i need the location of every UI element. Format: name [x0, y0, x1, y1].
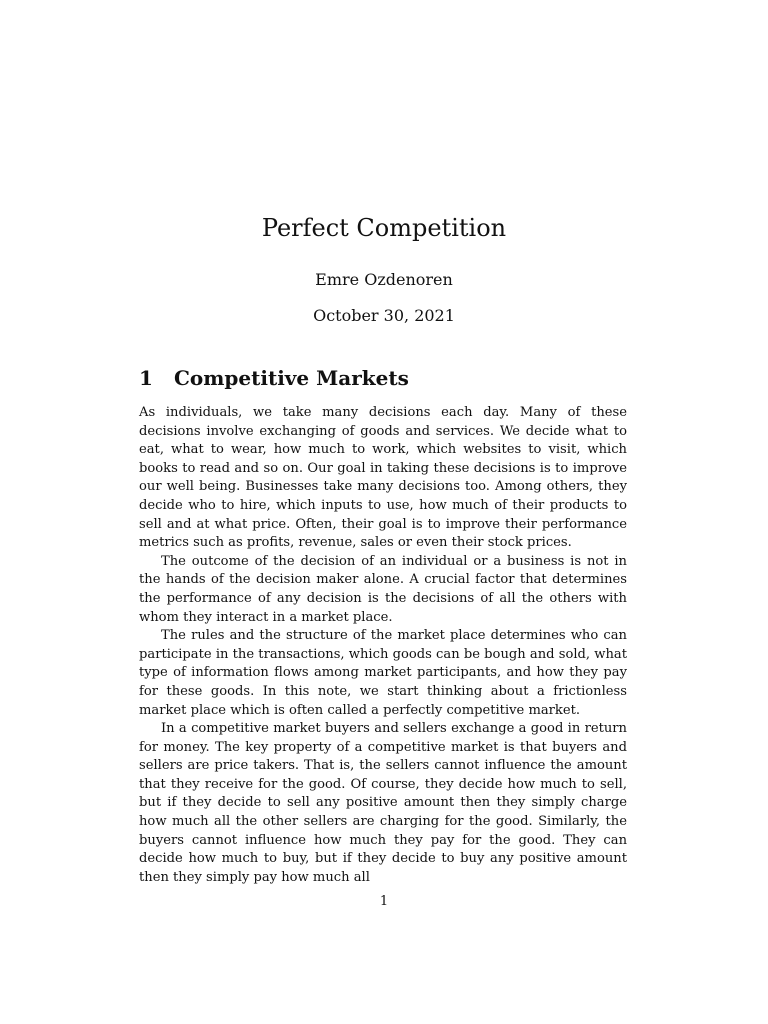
- document-date: October 30, 2021: [313, 306, 455, 325]
- body-text: [139, 404, 627, 887]
- paragraph: As individuals, we take many decisions each day. Many of these decisions involve exchanging of goods and services. We decide what to eat, what to wear, how much to work, which websites to visit, which books to read and so on. Our goal in taking these decisions is to improve our well being. Businesses take many decisions too. Among others, they decide who to hire, which inputs to use, how much of their products to sell and at what price. Often, their goal is to improve their performance metrics such as profits, revenue, sales or even their stock prices.: [139, 405, 627, 551]
- author-name: Emre Ozdenoren: [315, 270, 453, 289]
- paragraph: The outcome of the decision of an individual or a business is not in the hands of the decision maker alone. A crucial factor that determines the performance of any decision is the decisions of all the others with whom they interact in a market place.: [139, 553, 627, 625]
- section-number: 1: [139, 366, 153, 390]
- paragraph: The rules and the structure of the market place determines who can participate in the transactions, which goods can be bough and sold, what type of information flows among market participants, and how they pay for these goods. In this note, we start thinking about a frictionless market place which is often called a perfectly competitive market.: [139, 628, 627, 718]
- document-title: Perfect Competition: [261, 214, 507, 242]
- paragraph: In a competitive market buyers and sellers exchange a good in return for money. The key property of a competitive market is that buyers and sellers are price takers. That is, the sellers cannot influence the amount that they receive for the good. Of course, they decide how much to sell, but if they decide to sell any positive amount then they simply charge how much all the other sellers are charging for the good. Similarly, the buyers cannot influence how much they pay for the good. They can decide how much to buy, but if they decide to buy any positive amount then they simply pay how much all: [139, 721, 627, 885]
- page-number: 1: [379, 894, 389, 909]
- section-heading: [139, 366, 409, 390]
- section-title: Competitive Markets: [174, 366, 409, 390]
